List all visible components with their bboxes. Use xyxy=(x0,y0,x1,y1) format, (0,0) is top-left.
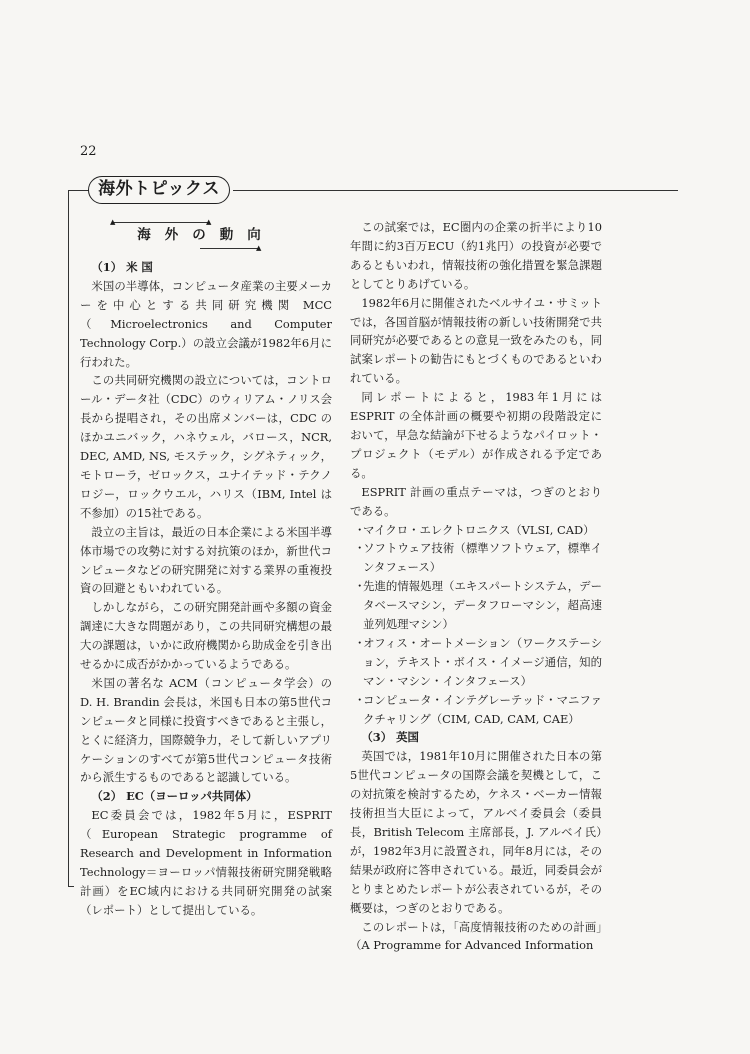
header-rule-right xyxy=(233,190,678,191)
subheading-uk: （3） 英国 xyxy=(361,730,419,745)
paragraph: 設立の主旨は，最近の日本企業による米国半導体市場での攻勢に対する対抗策のほか，新世代コンピュータなどの研究開発に対する業界の重複投資の回避ともいわれている。 xyxy=(80,524,332,596)
article-title-block xyxy=(80,218,332,258)
page-number: 22 xyxy=(80,144,97,159)
paragraph: 米国の半導体，コンピュータ産業の主要メーカーを中心とする共同研究機関 MCC（Microelectronics and Computer Technology Corp.）の設立会議が1982年6月に行われた。 xyxy=(80,278,332,369)
title-line-top xyxy=(112,222,210,223)
title-line-bottom xyxy=(200,248,258,249)
list-item: ・コンピュータ・インテグレーテッド・マニファクチャリング（CIM, CAD, CAM, CAE） xyxy=(354,692,602,726)
paragraph: EC委員会では，1982年5月に，ESPRIT（European Strategic programme of Research and Development in Information Technology＝ヨーロッパ情報技術研究開発戦略計画）をEC域内における共同研究開発の試案（レポート）として提出している。 xyxy=(80,808,332,917)
arrow-marker-icon: ▲ xyxy=(110,218,116,226)
bullet-icon: ・ xyxy=(354,579,366,594)
bullet-icon: ・ xyxy=(354,541,366,556)
paragraph: しかしながら，この研究開発計画や多額の資金調達に大きな問題があり，この共同研究構想の最大の課題は，いかに政府機関から助成金を引き出せるかに成否がかかっているようである。 xyxy=(80,600,332,672)
list-item: ・ソフトウェア技術（標準ソフトウェア，標準インタフェース） xyxy=(354,541,602,575)
left-column xyxy=(80,218,332,920)
paragraph: ESPRIT 計画の重点テーマは，つぎのとおりである。 xyxy=(350,484,602,518)
paragraph: この試案では，EC圏内の企業の折半により10年間に約3百万ECU（約1兆円）の投資が必要であるともいわれ，情報技術の強化措置を緊急課題としてとりあげている。 xyxy=(350,220,602,291)
list-item: ・マイクロ・エレクトロニクス（VLSI, CAD） xyxy=(350,521,602,540)
bullet-icon: ・ xyxy=(354,522,366,537)
section-tab: 海外トピックス xyxy=(88,176,230,204)
arrow-marker-icon: ▲ xyxy=(256,244,262,252)
right-column xyxy=(350,218,602,955)
paragraph: 英国では，1981年10月に開催された日本の第5世代コンピュータの国際会議を契機として，この対抗策を検討するため，ケネス・ベーカー情報技術担当大臣によって，アルベイ委員会（委員長，British Telecom 主席部長，J. アルベイ氏）が，1982年3月に設置され，同年8月には，その結果が政府に答申されている。最近，同委員会がとりまとめたレポートが公表されているが，その概要は，つぎのとおりである。 xyxy=(350,749,602,915)
paragraph: 米国の著名な ACM（コンピュータ学会）の D. H. Brandin 会長は，米国も日本の第5世代コンピュータと同様に投資すべきであると主張し，とくに経済力，国際競争力，そして新しいアプリケーションのすべてが第5世代コンピュータ技術から派生するものであると認識している。 xyxy=(80,675,332,785)
paragraph: 同レポートによると，1983年1月には ESPRIT の全体計画の概要や初期の段階設定において，早急な結論が下せるようなパイロット・プロジェクト（モデル）が作成される予定である。 xyxy=(350,390,602,480)
paragraph: 1982年6月に開催されたベルサイユ・サミットでは，各国首脳が情報技術の新しい技術開発で共同研究が必要であるとの意見一致をみたのも，同試案レポートの勧告にもとづくものであるといわれている。 xyxy=(350,295,602,386)
paragraph: このレポートは，「高度情報技術のための計画」（A Programme for Advanced Information xyxy=(350,919,602,953)
bullet-icon: ・ xyxy=(354,692,366,707)
article-title: 海外の動向 xyxy=(137,227,275,243)
bullet-icon: ・ xyxy=(354,635,366,650)
theme-list xyxy=(350,521,602,729)
left-border-frame xyxy=(68,190,74,887)
subheading-usa: （1） 米 国 xyxy=(91,260,153,274)
subheading-ec: （2） EC（ヨーロッパ共同体） xyxy=(91,789,258,804)
arrow-marker-icon: ▲ xyxy=(206,218,212,226)
list-item: ・先進的情報処理（エキスパートシステム，データベースマシン，データフローマシン，超高速並列処理マシン） xyxy=(354,579,602,632)
paragraph: この共同研究機関の設立については，コントロール・データ社（CDC）のウィリアム・ノリス会長から提唱され，その出席メンバーは，CDC のほかユニバック，ハネウェル，バロース，NCR, DEC, AMD, NS, モステック，シグネティック，モトローラ，ゼロックス，ユナイテッド・テクノロジー，ロックウエル，ハリス（IBM, Intel は不参加）の15社である。 xyxy=(80,373,332,520)
list-item: ・オフィス・オートメーション（ワークステーション，テキスト・ボイス・イメージ通信，知的マン・マシン・インタフェース） xyxy=(354,635,602,688)
